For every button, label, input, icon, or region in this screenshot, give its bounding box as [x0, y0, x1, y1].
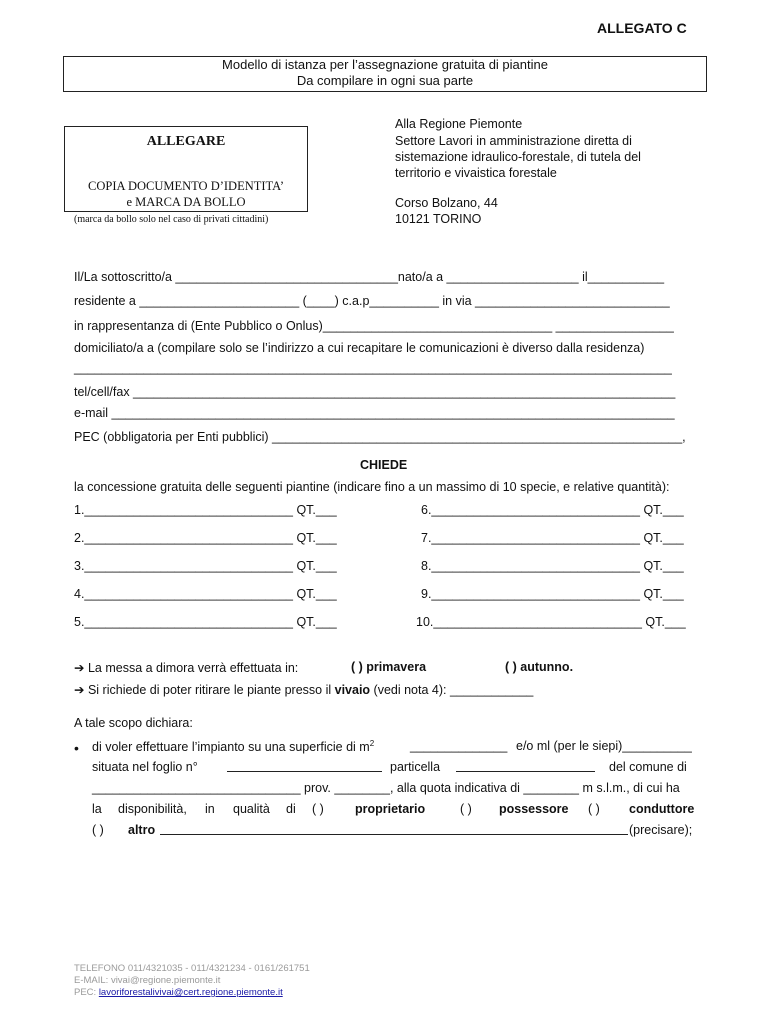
domiciliato-field[interactable]: ______________________________________________________________________________________: [74, 361, 672, 375]
allegato-label: ALLEGATO C: [597, 20, 687, 36]
plant-item[interactable]: 9.______________________________ QT.___: [421, 587, 684, 601]
allegare-note: (marca da bollo solo nel caso di privati cittadini): [74, 214, 269, 225]
disp-disponibilita: disponibilità,: [118, 802, 187, 816]
allegare-line2: e MARCA DA BOLLO: [126, 195, 246, 209]
plant-item[interactable]: 1.______________________________ QT.___: [74, 503, 337, 517]
particella-label: particella: [390, 760, 441, 774]
chiede-intro: la concessione gratuita delle seguenti piantine (indicare fino a un massimo di 10 specie, e relative quantità):: [74, 480, 670, 494]
ritiro-pre: Si richiede di poter ritirare le piante presso il: [87, 683, 335, 697]
plant-item[interactable]: 8.______________________________ QT.___: [421, 559, 684, 573]
tel-field[interactable]: tel/cell/fax ______________________________________________________________________________: [74, 385, 676, 399]
bullet-icon: •: [74, 740, 79, 756]
recipient-line1: Alla Regione Piemonte: [395, 117, 523, 131]
chiede-title: CHIEDE: [360, 458, 408, 472]
ritiro-vivaio: vivaio: [334, 683, 371, 697]
altro-checkbox[interactable]: ( ): [92, 823, 104, 837]
siepi-field[interactable]: e/o ml (per le siepi)__________: [516, 739, 692, 753]
plant-item[interactable]: 4.______________________________ QT.___: [74, 587, 337, 601]
residente-field[interactable]: residente a _______________________ (____) c.a.p__________ in via ____________________________: [74, 294, 670, 308]
disp-in: in: [205, 802, 215, 816]
footer-pec: [74, 987, 283, 998]
possessore-checkbox[interactable]: ( ): [460, 802, 472, 816]
rappresentanza-field[interactable]: in rappresentanza di (Ente Pubblico o Onlus)_________________________________ _________________: [74, 319, 674, 333]
proprietario-checkbox[interactable]: ( ): [312, 802, 324, 816]
allegare-title: ALLEGARE: [146, 134, 226, 149]
superficie-label: di voler effettuare l’impianto su una superficie di m: [92, 740, 370, 755]
proprietario-label: proprietario: [355, 802, 426, 816]
altro-label: altro: [128, 823, 156, 837]
dichiara-intro: A tale scopo dichiara:: [74, 716, 193, 730]
domiciliato-label: domiciliato/a a (compilare solo se l’indirizzo a cui recapitare le comunicazioni è diverso dalla residenza): [74, 341, 645, 355]
form-title: Modello di istanza per l’assegnazione gratuita di piantine: [222, 57, 548, 72]
messa-dimora-row: [74, 660, 298, 675]
sottoscritto-field[interactable]: Il/La sottoscritto/a ________________________________nato/a a ___________________ il___________: [74, 270, 665, 284]
email-field[interactable]: e-mail _________________________________________________________________________________: [74, 406, 675, 420]
footer-tel: TELEFONO 011/4321035 - 011/4321234 - 0161/261751: [74, 963, 310, 974]
precisare-label: (precisare);: [629, 823, 693, 837]
particella-field[interactable]: [456, 771, 595, 772]
allegare-line1: COPIA DOCUMENTO D’IDENTITA’: [88, 179, 284, 193]
plant-item[interactable]: 2.______________________________ QT.___: [74, 531, 337, 545]
conduttore-checkbox[interactable]: ( ): [588, 802, 600, 816]
disp-qualita: qualità: [233, 802, 270, 816]
conduttore-label: conduttore: [629, 802, 695, 816]
messa-label: La messa a dimora verrà effettuata in:: [87, 661, 299, 675]
form-subtitle: Da compilare in ogni sua parte: [296, 73, 474, 88]
foglio-label: situata nel foglio n°: [92, 760, 198, 774]
ritiro-post: (vedi nota 4): ____________: [370, 683, 534, 697]
arrow-icon: ➔: [74, 661, 85, 675]
autunno-checkbox[interactable]: ( ) autunno.: [505, 660, 574, 674]
superficie-sup: 2: [369, 739, 375, 748]
allegare-box: [64, 126, 308, 212]
form-title-box: [63, 56, 707, 92]
pec-field[interactable]: PEC (obbligatoria per Enti pubblici) ___________________________________________________________,: [74, 430, 686, 444]
footer-pec-label: PEC:: [74, 987, 99, 998]
recipient-line4: territorio e vivaistica forestale: [395, 166, 557, 180]
plant-item[interactable]: 7.______________________________ QT.___: [421, 531, 684, 545]
primavera-checkbox[interactable]: ( ) primavera: [351, 660, 427, 674]
pec-link[interactable]: lavoriforestalivivai@cert.regione.piemonte.it: [98, 987, 283, 998]
superficie-blank[interactable]: ______________: [410, 739, 508, 753]
plant-item[interactable]: 10.______________________________ QT.___: [416, 615, 686, 629]
comune-label: del comune di: [609, 760, 687, 774]
recipient-line2: Settore Lavori in amministrazione diretta di: [395, 134, 632, 148]
arrow-icon: ➔: [74, 683, 85, 697]
comune-prov-row[interactable]: ______________________________ prov. ________, alla quota indicativa di ________ m s.l.m., di cui ha: [92, 781, 680, 795]
recipient-address1: Corso Bolzano, 44: [395, 196, 498, 210]
recipient-line3: sistemazione idraulico-forestale, di tutela del: [395, 150, 641, 164]
footer-email: E-MAIL: vivai@regione.piemonte.it: [74, 975, 221, 986]
disp-di: di: [286, 802, 296, 816]
disp-la: la: [92, 802, 102, 816]
recipient-address2: 10121 TORINO: [395, 212, 482, 226]
altro-field[interactable]: [160, 834, 628, 835]
ritiro-row[interactable]: [74, 682, 533, 697]
superficie-row[interactable]: [92, 739, 374, 754]
plant-item[interactable]: 6.______________________________ QT.___: [421, 503, 684, 517]
plant-item[interactable]: 5.______________________________ QT.___: [74, 615, 337, 629]
possessore-label: possessore: [499, 802, 569, 816]
plant-item[interactable]: 3.______________________________ QT.___: [74, 559, 337, 573]
foglio-field[interactable]: [227, 771, 382, 772]
